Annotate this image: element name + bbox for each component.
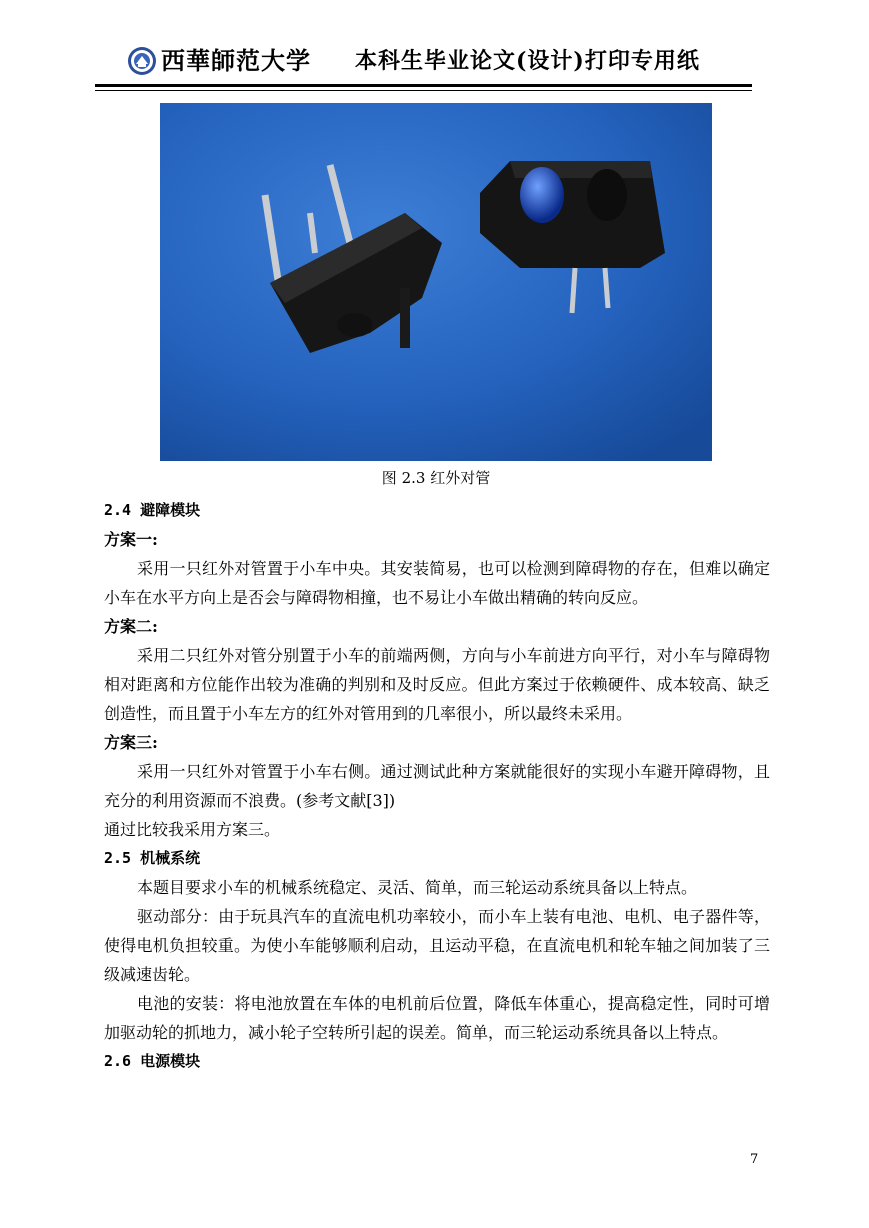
- body-content: [104, 496, 770, 1076]
- header-rule-thin: [95, 90, 752, 91]
- paragraph: 采用一只红外对管置于小车右侧。通过测试此种方案就能很好的实现小车避开障碍物，且充分的利用资源而不浪费。(参考文献[3]): [104, 762, 770, 810]
- scheme-label: 方案一:: [104, 530, 158, 549]
- paper-header-title: 本科生毕业论文(设计)打印专用纸: [355, 48, 700, 74]
- paragraph: 本题目要求小车的机械系统稳定、灵活、简单，而三轮运动系统具备以上特点。: [137, 878, 698, 897]
- paragraph: 电池的安装：将电池放置在车体的电机前后位置，降低车体重心，提高稳定性，同时可增加驱动轮的抓地力，减小轮子空转所引起的误差。简单，而三轮运动系统具备以上特点。: [104, 994, 770, 1042]
- infrared-sensor-photo: [160, 103, 712, 461]
- paragraph: 采用二只红外对管分别置于小车的前端两侧，方向与小车前进方向平行，对小车与障碍物相对距离和方位能作出较为准确的判别和及时反应。但此方案过于依赖硬件、成本较高、缺乏创造性，而且置于小车左方的红外对管用到的几率很小，所以最终未采用。: [104, 646, 770, 723]
- scheme-label: 方案二:: [104, 617, 158, 636]
- section-heading: 2.5 机械系统: [104, 849, 201, 867]
- university-name: 西華師范大学: [161, 46, 311, 75]
- section-heading: 2.4 避障模块: [104, 501, 201, 519]
- paragraph: 驱动部分：由于玩具汽车的直流电机功率较小，而小车上装有电池、电机、电子器件等，使得电机负担较重。为使小车能够顺利启动，且运动平稳，在直流电机和轮车轴之间加装了三级减速齿轮。: [104, 907, 770, 984]
- paragraph: 采用一只红外对管置于小车中央。其安装简易，也可以检测到障碍物的存在，但难以确定小车在水平方向上是否会与障碍物相撞，也不易让小车做出精确的转向反应。: [104, 559, 770, 607]
- scheme-label: 方案三:: [104, 733, 158, 752]
- conclusion-line: 通过比较我采用方案三。: [104, 820, 281, 839]
- figure-caption: 图 2.3 红外对管: [381, 469, 491, 487]
- section-heading: 2.6 电源模块: [104, 1052, 201, 1070]
- page-number: 7: [750, 1152, 759, 1167]
- university-logo-icon: [127, 46, 157, 76]
- page-header: [95, 40, 752, 92]
- header-rule-thick: [95, 84, 752, 87]
